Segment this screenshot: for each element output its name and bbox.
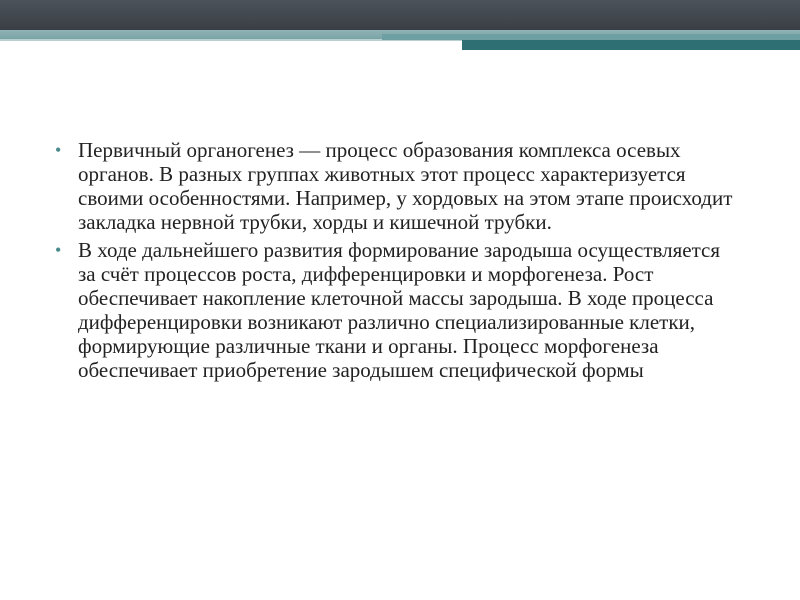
- accent-stripe-dark: [462, 40, 800, 50]
- bullet-list: [55, 138, 735, 382]
- list-item: [55, 138, 735, 234]
- bullet-dot-icon: •: [55, 140, 62, 160]
- header-bar: [0, 0, 800, 30]
- list-item: [55, 238, 735, 382]
- bullet-text: Первичный органогенез — процесс образования комплекса осевых органов. В разных группах животных этот процесс характеризуется своими особенностями. Например, у хордовых на этом этапе происходит закладка нервной трубки, хорды и кишечной трубки.: [78, 138, 733, 234]
- bullet-dot-icon: •: [55, 240, 62, 260]
- bullet-text: В ходе дальнейшего развития формирование зародыша осуществляется за счёт процессов роста, дифференцировки и морфогенеза. Рост обеспечивает накопление клеточной массы зародыша. В ходе процесса дифференцировки возникают различно специализированные клетки, формирующие различные ткани и органы. Процесс морфогенеза обеспечивает приобретение зародышем специфической формы: [78, 238, 721, 382]
- slide-content: [55, 138, 735, 386]
